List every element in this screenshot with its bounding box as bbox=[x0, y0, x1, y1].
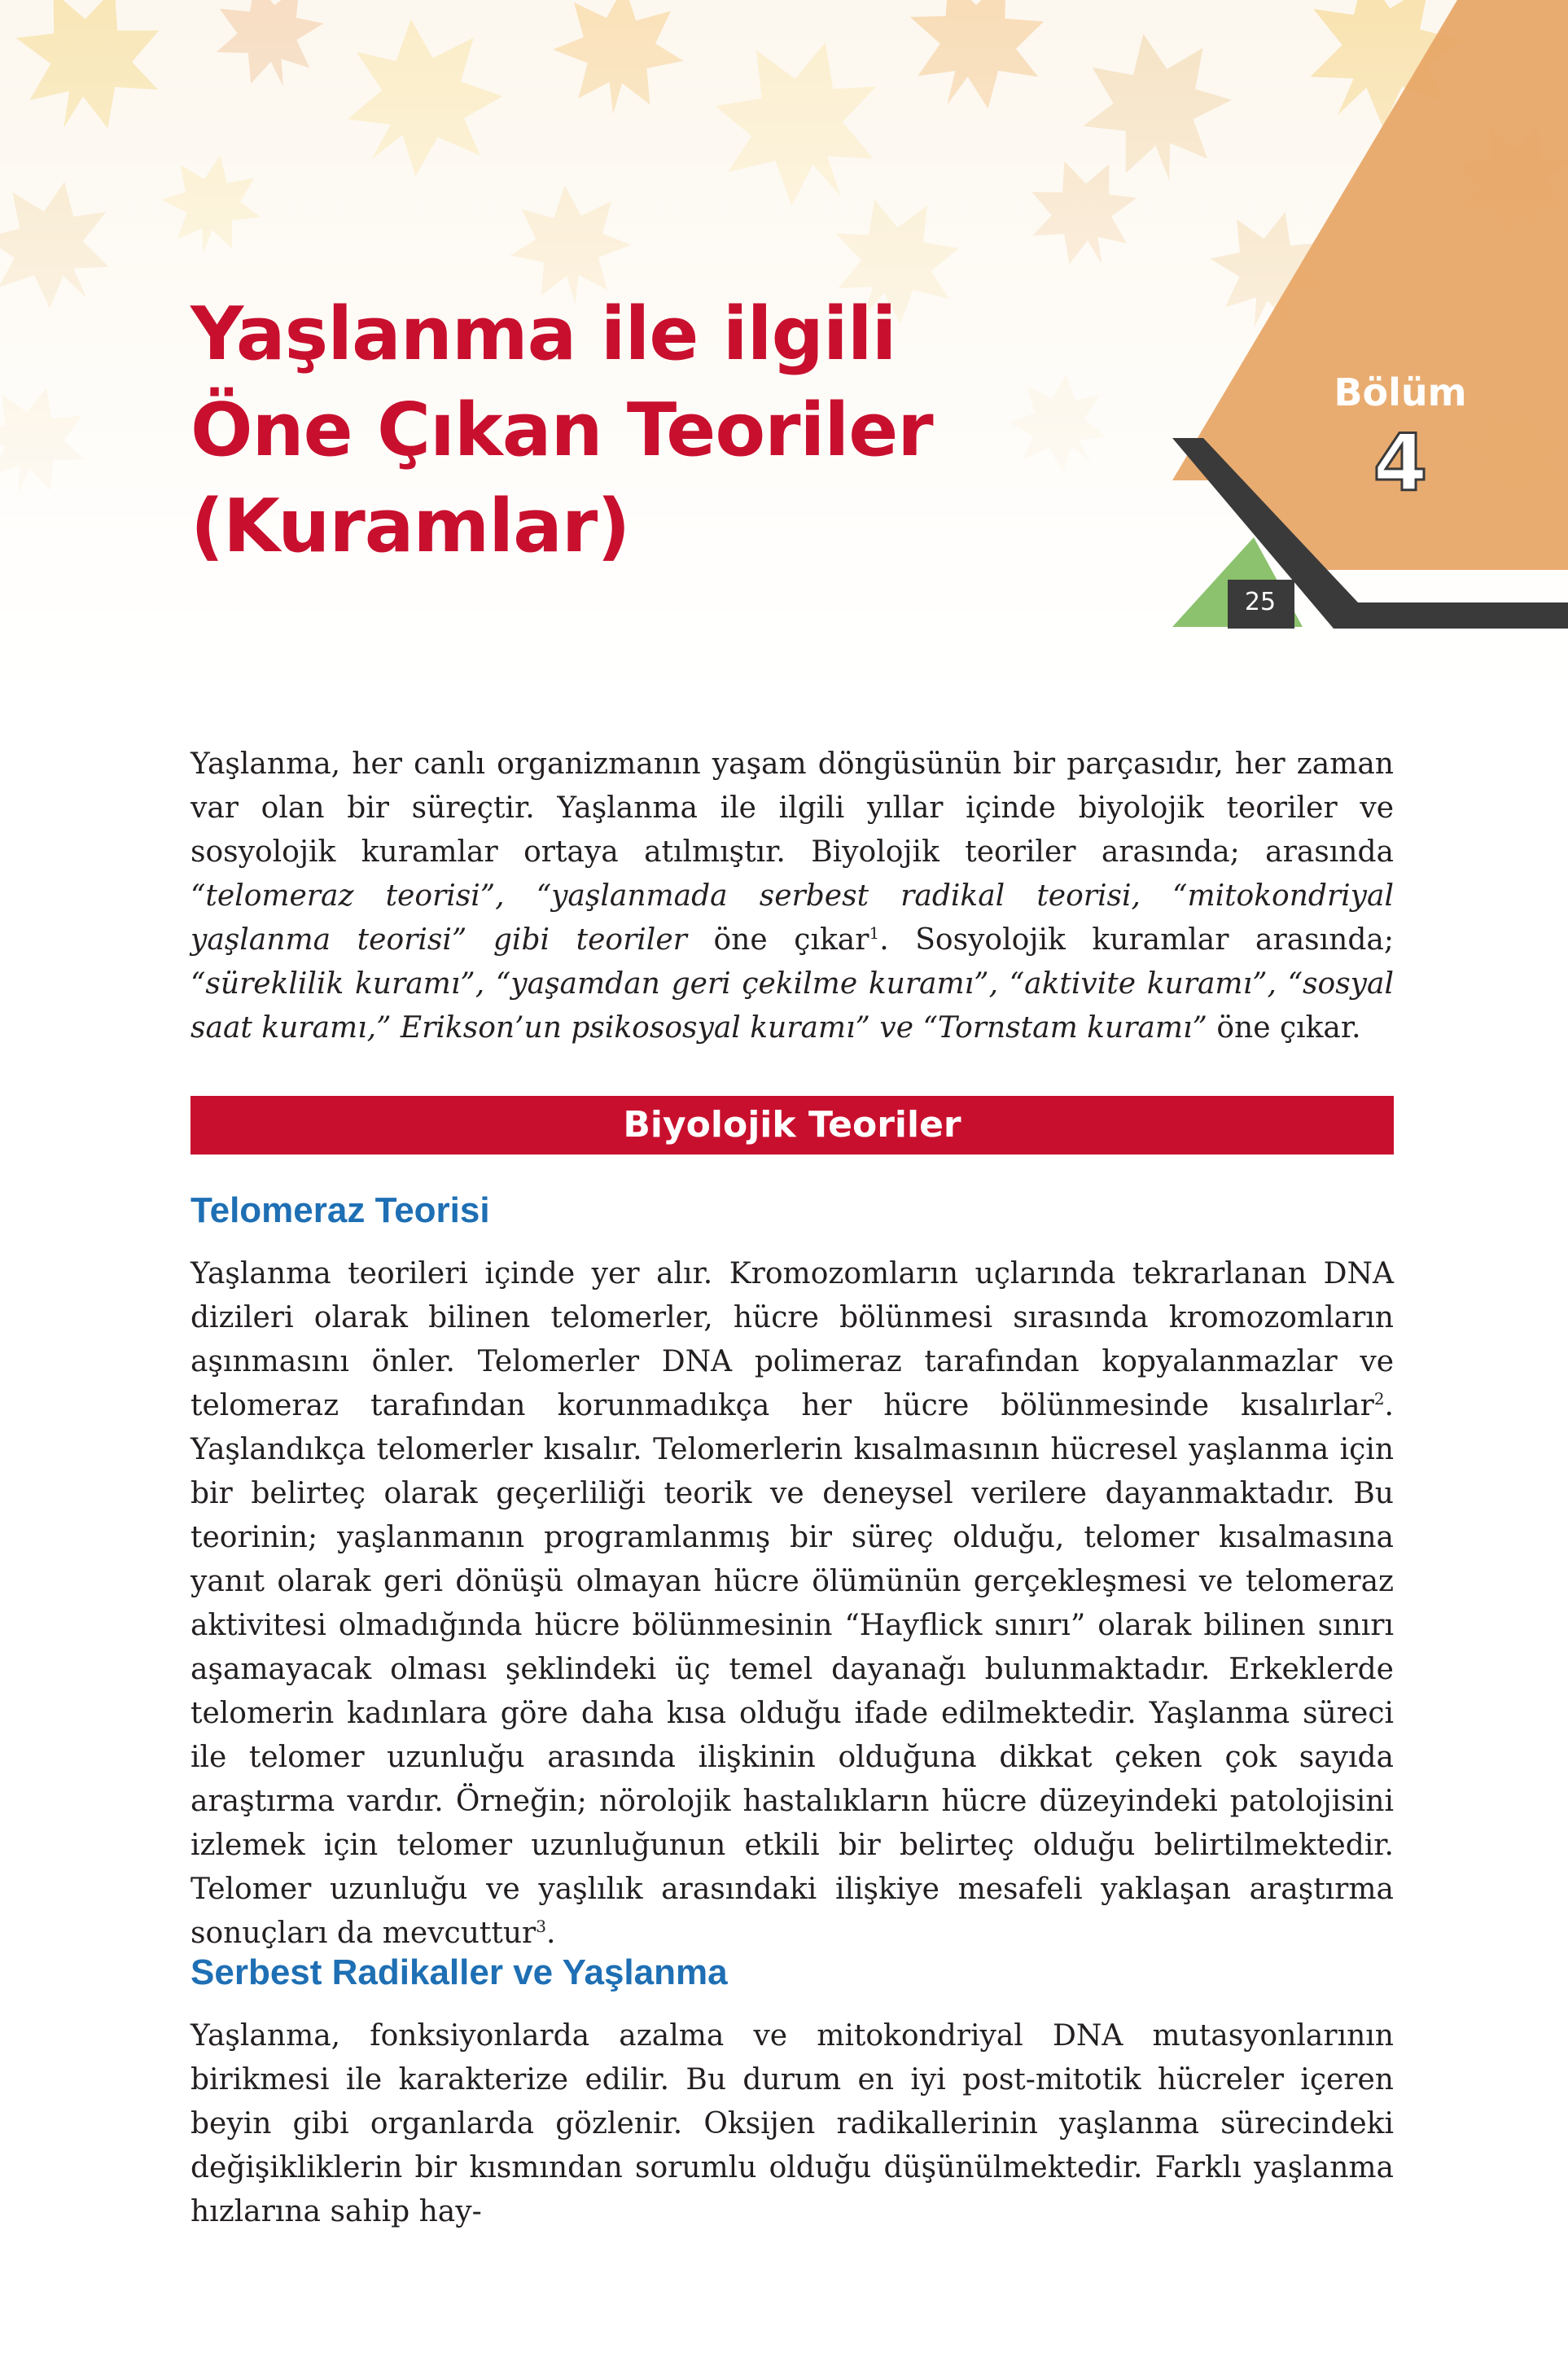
title-line: Öne Çıkan Teoriler bbox=[191, 388, 933, 473]
page-number: 25 bbox=[1244, 588, 1277, 616]
serbest-radikaller-heading: Serbest Radikaller ve Yaşlanma bbox=[191, 1952, 728, 1992]
serbest-radikaller-paragraph: Yaşlanma, fonksiyonlarda azalma ve mitokondriyal DNA mutasyonlarının birikmesi ile karakterize edilir. Bu durum en iyi post-mitotik hücreler içeren beyin gibi organlarda gözlenir. Oksijen radikallerinin yaşlanma sürecindeki değişikliklerin bir kısmından sorumlu olduğu düşünülmektedir. Farklı yaşlanma hızlarına sahip hay- bbox=[191, 2019, 1394, 2228]
chapter-title bbox=[191, 287, 1086, 575]
chapter-number: 4 bbox=[1373, 418, 1428, 509]
chapter-label: Bölüm bbox=[1334, 370, 1467, 414]
section-header-bar bbox=[191, 1096, 1394, 1155]
title-line: Yaşlanma ile ilgili bbox=[191, 291, 896, 377]
telomeraz-heading: Telomeraz Teorisi bbox=[191, 1190, 490, 1230]
section-title: Biyolojik Teoriler bbox=[623, 1104, 961, 1146]
intro-paragraph: Yaşlanma, her canlı organizmanın yaşam döngüsünün bir parçasıdır, her zaman var olan bir süreçtir. Yaşlanma ile ilgili yıllar içinde biyolojik teoriler ve sosyolojik kuramlar ortaya atılmıştır. Biyolojik teoriler arasında; arasında “telomeraz teorisi”, “yaşlanmada serbest radikal teorisi, “mitokondriyal yaşlanma teorisi” gibi teoriler öne çıkar$^1$. Sosyolojik kuramlar arasında; “süreklilik kuramı”, “yaşamdan geri çekilme kuramı”, “aktivite kuramı”, “sosyal saat kuramı,” Erikson’un psikososyal kuramı” ve “Tornstam kuramı” öne çıkar. bbox=[191, 747, 1394, 1045]
telomeraz-paragraph: Yaşlanma teorileri içinde yer alır. Kromozomların uçlarında tekrarlanan DNA dizileri olarak bilinen telomerler, hücre bölünmesi sırasında kromozomların aşınmasını önler. Telomerler DNA polimeraz tarafından kopyalanmazlar ve telomeraz tarafından korunmadıkça her hücre bölünmesinde kısalırlar$^2$. Yaşlandıkça telomerler kısalır. Telomerlerin kısalmasının hücresel yaşlanma için bir belirteç olarak geçerliliği teorik ve deneysel verilere dayanmaktadır. Bu teorinin; yaşlanmanın programlanmış bir süreç olduğu, telomer kısalmasına yanıt olarak geri dönüşü olmayan hücre ölümünün gerçekleşmesi ve telomeraz aktivitesi olmadığında hücre bölünmesinin “Hayflick sınırı” olarak bilinen sınırı aşamayacak olması şeklindeki üç temel dayanağı bulunmaktadır. Erkeklerde telomerin kadınlara göre daha kısa olduğu ifade edilmektedir. Yaşlanma süreci ile telomer uzunluğu arasında ilişkinin olduğuna dikkat çeken çok sayıda araştırma vardır. Örneğin; nörolojik hastalıkların hücre düzeyindeki patolojisini izlemek için telomer uzunluğunun etkili bir belirteç olduğu belirtilmektedir. Telomer uzunluğu ve yaşlılık arasındaki ilişkiye mesafeli yaklaşan araştırma sonuçları da mevcuttur$^3$. bbox=[191, 1257, 1394, 1950]
title-line: (Kuramlar) bbox=[191, 484, 630, 569]
